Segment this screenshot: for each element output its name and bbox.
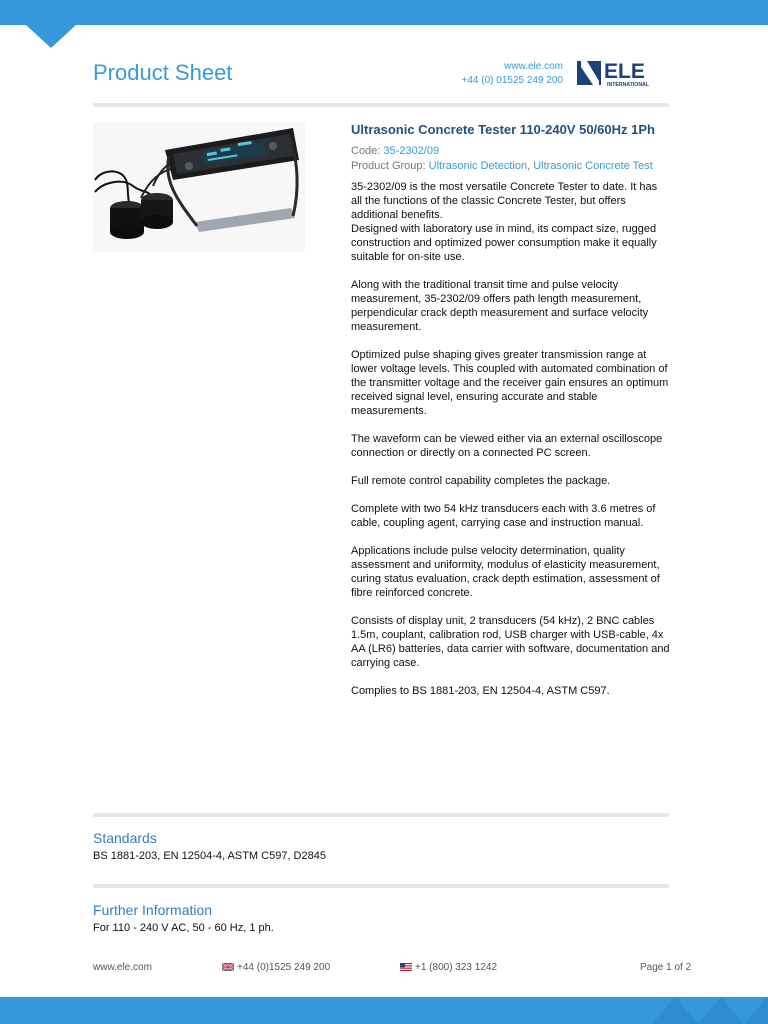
description-paragraph: Along with the traditional transit time and pulse velocity measurement, 35-2302/09 offers path length measurement, perpendicular crack depth measurement and surface velocity measurement. xyxy=(351,279,649,333)
ele-logo[interactable] xyxy=(577,59,673,87)
divider-standards xyxy=(93,813,669,817)
product-meta xyxy=(351,144,671,174)
description-paragraph: Applications include pulse velocity determination, quality assessment and uniformity, modulus of elasticity measurement, curing status evaluation, crack depth estimation, assessment of fibre reinforced concrete. xyxy=(351,545,660,599)
product-code-label: Code: xyxy=(351,145,384,157)
further-info-text: For 110 - 240 V AC, 50 - 60 Hz, 1 ph. xyxy=(93,922,274,934)
us-flag-icon xyxy=(400,963,412,971)
product-code-row xyxy=(351,144,671,159)
product-group-separator: , xyxy=(527,160,534,172)
further-info-title: Further Information xyxy=(93,902,213,918)
description-paragraph: Consists of display unit, 2 transducers (54 kHz), 2 BNC cables 1.5m, couplant, calibration rod, USB charger with USB-cable, 4x AA (LR6) batteries, data carrier with software, documentation and carrying case. xyxy=(351,615,670,669)
footer-uk-phone-number: +44 (0)1525 249 200 xyxy=(237,962,331,973)
bottom-banner-shape xyxy=(652,997,698,1024)
description-paragraph: Optimized pulse shaping gives greater transmission range at lower voltage levels. This coupled with automated combination of the transmitter voltage and the receiver gain ensures an optimum received signal level, ensuring accurate and stable measurements. xyxy=(351,349,669,417)
logo-subtext: INTERNATIONAL xyxy=(607,82,649,87)
description-paragraph: The waveform can be viewed either via an external oscilloscope connection or directly on a connected PC screen. xyxy=(351,433,663,459)
product-image xyxy=(93,122,305,252)
standards-text: BS 1881-203, EN 12504-4, ASTM C597, D2845 xyxy=(93,850,326,862)
uk-flag-icon xyxy=(222,963,234,971)
product-group-label: Product Group: xyxy=(351,160,429,172)
description-paragraph: Complete with two 54 kHz transducers each with 3.6 metres of cable, coupling agent, carrying case and instruction manual. xyxy=(351,503,656,529)
logo-text: ELE xyxy=(604,60,645,83)
product-code-link[interactable]: 35-2302/09 xyxy=(383,145,440,157)
description-paragraph: Complies to BS 1881-203, EN 12504-4, ASTM C597. xyxy=(351,685,610,697)
header-website-link[interactable]: www.ele.com xyxy=(504,61,563,72)
product-details xyxy=(351,121,671,712)
header-phone: +44 (0) 01525 249 200 xyxy=(461,75,563,86)
standards-title: Standards xyxy=(93,830,157,846)
top-banner-notch xyxy=(26,25,76,48)
product-group-link-2[interactable]: Ultrasonic Concrete Test xyxy=(533,160,653,172)
bottom-banner-shape xyxy=(698,997,744,1024)
footer-us-phone xyxy=(400,962,497,973)
product-group-row xyxy=(351,159,671,174)
footer-uk-phone xyxy=(222,962,330,973)
product-description xyxy=(351,180,671,698)
footer-page-number: Page 1 of 2 xyxy=(640,962,692,973)
bottom-banner xyxy=(0,997,768,1024)
divider-further xyxy=(93,884,669,888)
top-banner xyxy=(0,0,768,25)
product-title: Ultrasonic Concrete Tester 110-240V 50/60Hz 1Ph xyxy=(351,122,655,137)
footer-website-link[interactable]: www.ele.com xyxy=(93,962,152,973)
description-paragraph: Full remote control capability completes the package. xyxy=(351,475,611,487)
footer-us-phone-number: +1 (800) 323 1242 xyxy=(415,962,498,973)
product-group-link-1[interactable]: Ultrasonic Detection xyxy=(428,160,528,172)
divider-top xyxy=(93,103,669,107)
page-title: Product Sheet xyxy=(93,60,233,85)
header-contact xyxy=(430,60,563,88)
description-paragraph: 35-2302/09 is the most versatile Concrete Tester to date. It has all the functions of the classic Concrete Tester, but offers additional benefits. Designed with laboratory use in mind, its compact size, rugged construction and optimized power consumption make it equally suitable for on-site use. xyxy=(351,181,658,263)
bottom-banner-shape xyxy=(744,997,768,1024)
